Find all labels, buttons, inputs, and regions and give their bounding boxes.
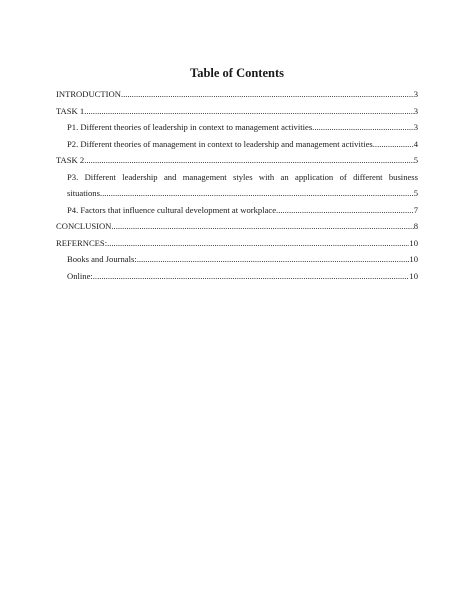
toc-leader-dots xyxy=(137,251,410,268)
toc-entry-p1[interactable] xyxy=(56,119,418,136)
toc-leader-dots xyxy=(84,152,414,169)
toc-leader-dots xyxy=(121,86,414,103)
toc-entry-task-2[interactable] xyxy=(56,152,418,169)
toc-entry-label: P1. Different theories of leadership in context to management activities xyxy=(67,122,313,132)
toc-leader-dots xyxy=(276,202,414,219)
toc-entry-conclusion[interactable] xyxy=(56,218,418,235)
table-of-contents xyxy=(56,86,418,284)
toc-entry-label: TASK 2 xyxy=(56,155,85,165)
toc-leader-dots xyxy=(312,119,414,136)
toc-entry-introduction[interactable] xyxy=(56,86,418,103)
toc-page-number: 10 xyxy=(409,254,418,264)
toc-page-number: 7 xyxy=(413,204,418,215)
toc-page-number: 10 xyxy=(409,270,418,281)
toc-entry-p3[interactable] xyxy=(56,169,418,202)
toc-leader-dots xyxy=(111,218,413,235)
toc-page-number: 3 xyxy=(413,122,418,132)
toc-entry-label: INTRODUCTION xyxy=(56,89,121,99)
toc-page-number: 3 xyxy=(413,105,418,116)
toc-entry-task-1[interactable] xyxy=(56,103,418,120)
toc-leader-dots xyxy=(93,268,410,285)
toc-entry-online[interactable] xyxy=(56,268,418,285)
toc-leader-dots xyxy=(100,185,414,202)
toc-page-number: 10 xyxy=(409,237,418,248)
toc-entry-p2[interactable] xyxy=(56,136,418,153)
toc-page-number: 5 xyxy=(413,188,418,198)
toc-entry-references[interactable] xyxy=(56,235,418,252)
toc-leader-dots xyxy=(107,235,409,252)
toc-entry-label: P3. Different leadership and management styles with an application of different business xyxy=(67,171,418,182)
toc-page-number: 8 xyxy=(413,221,418,231)
toc-page-number: 3 xyxy=(413,89,418,99)
page-title: Table of Contents xyxy=(190,66,284,80)
toc-entry-label: CONCLUSION xyxy=(56,221,112,231)
toc-entry-label: Books and Journals: xyxy=(67,254,137,264)
toc-entry-label: TASK 1 xyxy=(56,105,85,116)
toc-entry-p4[interactable] xyxy=(56,202,418,219)
toc-leader-dots xyxy=(373,136,414,153)
toc-entry-label: Online: xyxy=(67,270,93,281)
toc-entry-label: REFERNCES: xyxy=(56,237,108,248)
toc-entry-label-continued: situations xyxy=(67,188,100,198)
toc-page-number: 5 xyxy=(413,155,418,165)
toc-entry-label: P2. Different theories of management in context to leadership and management activities xyxy=(67,138,373,149)
toc-entry-label: P4. Factors that influence cultural development at workplace xyxy=(67,204,277,215)
toc-entry-books-and-journals[interactable] xyxy=(56,251,418,268)
toc-leader-dots xyxy=(84,103,414,120)
toc-page-number: 4 xyxy=(413,138,418,149)
